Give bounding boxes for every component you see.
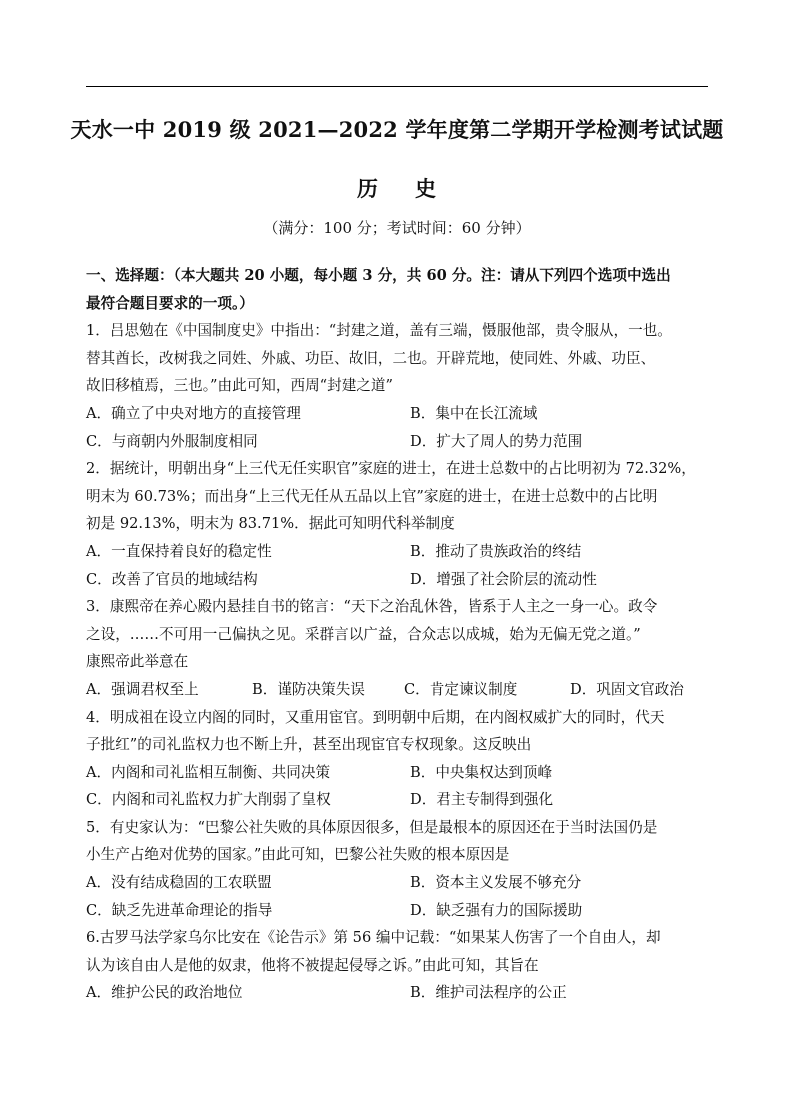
- option-a: A．没有结成稳固的工农联盟: [86, 874, 272, 892]
- option-c: C．肯定谏议制度: [404, 680, 518, 698]
- option-c: C．内阁和司礼监权力扩大削弱了皇权: [86, 791, 331, 809]
- question-text: 认为该自由人是他的奴隶，他将不被提起侵辱之诉。”由此可知，其旨在: [86, 956, 539, 974]
- section-heading: 最符合题目要求的一项。）: [86, 294, 254, 312]
- exam-title: 天水一中 2019 级 2021—2022 学年度第二学期开学检测考试试题: [70, 117, 724, 142]
- question-text: 5．有史家认为：“巴黎公社失败的具体原因很多，但是最根本的原因还在于当时法国仍是: [86, 818, 658, 836]
- option-b: B．中央集权达到顶峰: [410, 763, 553, 781]
- option-d: D．增强了社会阶层的流动性: [410, 570, 597, 588]
- option-c: C．与商朝内外服制度相同: [86, 432, 258, 450]
- question-text: 子批红”的司礼监权力也不断上升，甚至出现宦官专权现象。这反映出: [86, 736, 532, 754]
- option-d: D．巩固文官政治: [570, 680, 684, 698]
- header-rule: [86, 86, 708, 87]
- option-c: C．缺乏先进革命理论的指导: [86, 901, 273, 919]
- question-6: [86, 924, 710, 1007]
- option-d: D．扩大了周人的势力范围: [410, 432, 583, 450]
- question-text: 1．吕思勉在《中国制度史》中指出：“封建之道，盖有三端，慑服他部，贵令服从，一也。: [86, 322, 672, 340]
- option-a: A．强调君权至上: [86, 680, 199, 698]
- option-c: C．改善了官员的地域结构: [86, 570, 258, 588]
- question-5: [86, 814, 710, 924]
- option-d: D．君主专制得到强化: [410, 791, 554, 809]
- question-text: 初是 92.13%，明末为 83.71%．据此可知明代科举制度: [86, 515, 455, 533]
- question-text: 小生产占绝对优势的国家。”由此可知，巴黎公社失败的根本原因是: [86, 846, 510, 864]
- question-3: [86, 593, 710, 703]
- option-a: A．一直保持着良好的稳定性: [86, 542, 272, 560]
- option-d: D．缺乏强有力的国际援助: [410, 901, 583, 919]
- option-b: B．维护司法程序的公正: [410, 984, 567, 1002]
- subject-char: 历: [357, 176, 379, 201]
- option-b: B．集中在长江流域: [410, 404, 538, 422]
- option-b: B．谨防决策失误: [252, 680, 365, 698]
- option-b: B．资本主义发展不够充分: [410, 874, 582, 892]
- question-text: 6.古罗马法学家乌尔比安在《论告示》第 56 编中记载：“如果某人伤害了一个自由人，却: [86, 929, 661, 947]
- section-heading: 一、选择题：（本大题共 20 小题，每小题 3 分，共 60 分。注：请从下列四个选项中选出: [86, 267, 671, 284]
- option-a: A．维护公民的政治地位: [86, 984, 243, 1002]
- question-text: 3．康熙帝在养心殿内悬挂自书的铭言：“天下之治乱休咎，皆系于人主之一身一心。政令: [86, 598, 658, 616]
- question-text: 2．据统计，明朝出身“上三代无任实职官”家庭的进士，在进士总数中的占比明初为 72.32%，: [86, 460, 696, 478]
- subject-title: [0, 173, 794, 203]
- question-text: 明末为 60.73%；而出身“上三代无任从五品以上官”家庭的进士，在进士总数中的占比明: [86, 487, 658, 505]
- question-1: [86, 317, 710, 455]
- question-text: 故旧移植焉，三也。”由此可知，西周“封建之道”: [86, 377, 393, 395]
- question-text: 替其酋长，改树我之同姓、外戚、功臣、故旧，二也。开辟荒地，使同姓、外戚、功臣、: [86, 349, 656, 367]
- question-content: [86, 262, 710, 1007]
- exam-meta: （满分：100 分；考试时间：60 分钟）: [263, 219, 531, 237]
- question-text: 康熙帝此举意在: [86, 653, 189, 671]
- question-text: 之设，……不可用一己偏执之见。采群言以广益，合众志以成城，始为无偏无党之道。”: [86, 625, 641, 643]
- question-text: 4．明成祖在设立内阁的同时，又重用宦官。到明朝中后期，在内阁权威扩大的同时，代天: [86, 708, 665, 726]
- question-4: [86, 704, 710, 814]
- question-2: [86, 455, 710, 593]
- option-a: A．内阁和司礼监相互制衡、共同决策: [86, 763, 331, 781]
- option-b: B．推动了贵族政治的终结: [410, 542, 582, 560]
- subject-char: 史: [415, 176, 437, 201]
- option-a: A．确立了中央对地方的直接管理: [86, 404, 301, 422]
